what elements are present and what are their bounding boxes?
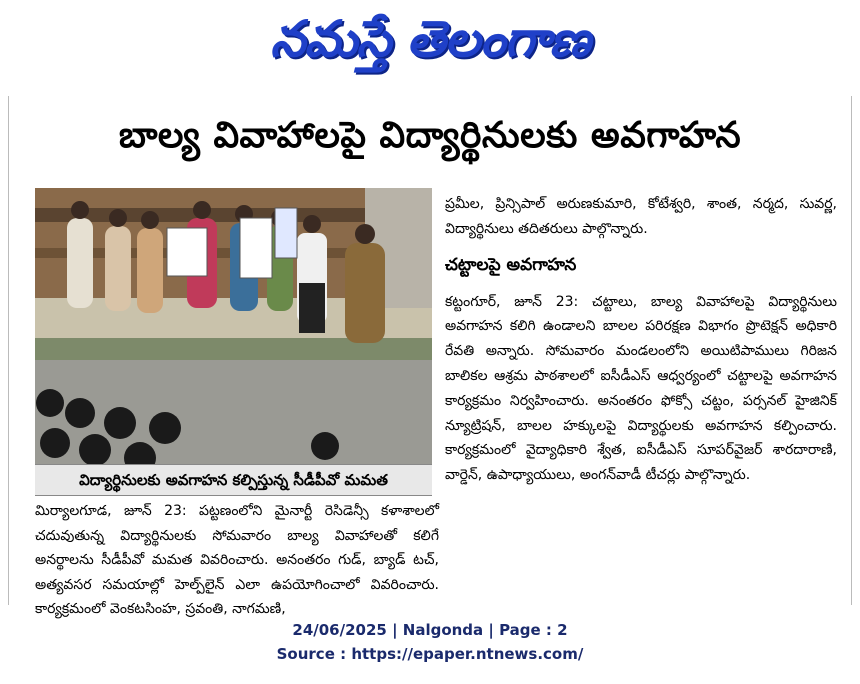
newspaper-logo: నమస్తే తెలంగాణ	[270, 9, 590, 68]
clip-footer	[0, 618, 860, 666]
date-edition-page: 24/06/2025 | Nalgonda | Page : 2	[292, 621, 568, 639]
source-link[interactable]: Source : https://epaper.ntnews.com/	[276, 645, 584, 663]
article-headline: బాల్య వివాహాలపై విద్యార్థినులకు అవగాహన	[118, 115, 742, 156]
article-subheading: చట్టాలపై అవగాహన	[445, 254, 577, 275]
news-clipping	[8, 96, 852, 618]
photo-caption: విద్యార్థినులకు అవగాహన కల్పిస్తున్న సీడీపీవో మమత	[35, 464, 432, 496]
clip-border-left	[8, 96, 9, 605]
clip-border-right	[851, 96, 852, 605]
article-paragraph-continued: ప్రమీల, ప్రిన్సిపాల్ అరుణకుమారి, కోటేశ్వరి, శాంత, నర్మద, సువర్ణ, విద్యార్థినులు తదితరులు పాల్గొన్నారు.	[445, 196, 837, 237]
article-paragraph: మిర్యాలగూడ, జూన్ 23: పట్టణంలోని మైనార్టీ రెసిడెన్సీ కళాశాలలో చదువుతున్న విద్యార్థినులకు సోమవారం బాల్య వివాహాలతో కలిగే అనర్థాలను సీడీపీవో మమత వివరించారు. అనంతరం గుడ్, బ్యాడ్ టచ్, అత్యవసర సమయాల్లో హెల్ప్‌లైన్ ఎలా ఉపయోగించాలో వివరించారు. కార్యక్రమంలో వెంకటసింహ, స్రవంతి, నాగమణి,	[35, 503, 439, 618]
photo-illustration	[35, 188, 432, 464]
article-paragraph-second: కట్టంగూర్, జూన్ 23: చట్టాలు, బాల్య వివాహాలపై విద్యార్థినులు అవగాహన కలిగి ఉండాలని బాలల పరిరక్షణ విభాగం ప్రొటెక్షన్ అధికారి రేవతి అన్నారు. సోమవారం మండలంలోని అయిటిపాములు గిరిజన బాలికల ఆశ్రమ పాఠశాలలో ఐసీడీఎస్ ఆధ్వర్యంలో చట్టాలపై అవగాహన కార్యక్రమం నిర్వహించారు. అనంతరం ఫోక్సో చట్టం, పర్సనల్ హైజినిక్ న్యూట్రిషన్, బాలల హక్కులపై విద్యార్థులకు అవగాహన కల్పించారు. కార్యక్రమంలో వైద్యాధికారి శ్వేత, ఐసీడీఎస్ సూపర్‌వైజర్ శారదారాణి, వార్డెన్, ఉపాధ్యాయులు, అంగన్‌వాడీ టీచర్లు పాల్గొన్నారు.	[445, 293, 837, 484]
masthead	[0, 0, 860, 85]
article-column-left	[35, 499, 439, 622]
article-column-right	[445, 192, 837, 488]
article-photo	[35, 188, 432, 464]
